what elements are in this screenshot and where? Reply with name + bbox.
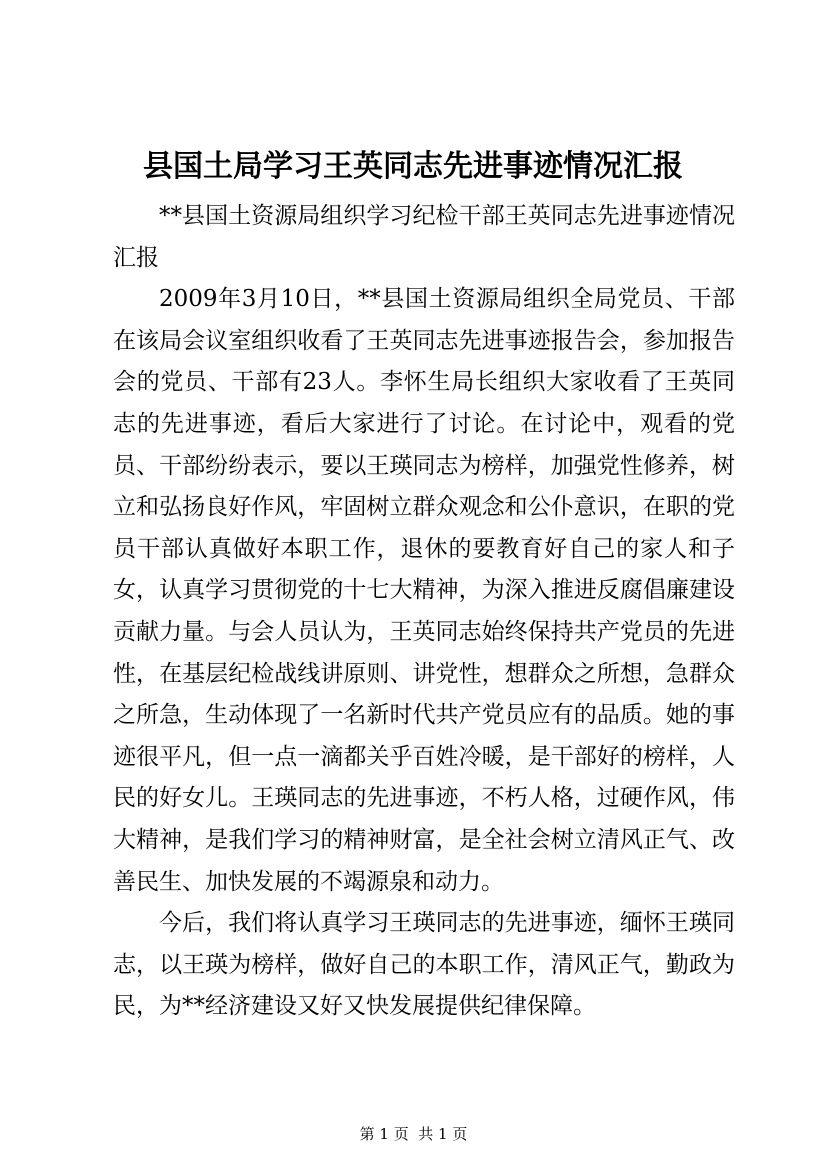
document-body <box>113 196 735 1028</box>
page-footer <box>0 1124 827 1144</box>
paragraph-conclusion: 今后，我们将认真学习王瑛同志的先进事迹，缅怀王瑛同志，以王瑛为榜样，做好自己的本职工作，清风正气，勤政为民，为**经济建设又好又快发展提供纪律保障。 <box>113 910 735 1020</box>
paragraph-subtitle: **县国土资源局组织学习纪检干部王英同志先进事迹情况汇报 <box>113 203 735 271</box>
document-title: 县国土局学习王英同志先进事迹情况汇报 <box>143 149 683 184</box>
paragraph-main: 2009年3月10日，**县国土资源局组织全局党员、干部在该局会议室组织收看了王英同志先进事迹报告会，参加报告会的党员、干部有23人。李怀生局长组织大家收看了王英同志的先进事迹，看后大家进行了讨论。在讨论中，观看的党员、干部纷纷表示，要以王瑛同志为榜样，加强党性修养，树立和弘扬良好作风，牢固树立群众观念和公仆意识，在职的党员干部认真做好本职工作，退休的要教育好自己的家人和子女，认真学习贯彻党的十七大精神，为深入推进反腐倡廉建设贡献力量。与会人员认为，王英同志始终保持共产党员的先进性，在基层纪检战线讲原则、讲党性，想群众之所想，急群众之所急，生动体现了一名新时代共产党员应有的品质。她的事迹很平凡，但一点一滴都关乎百姓冷暖，是干部好的榜样，人民的好女儿。王瑛同志的先进事迹，不朽人格，过硬作风，伟大精神，是我们学习的精神财富，是全社会树立清风正气、改善民生、加快发展的不竭源泉和动力。 <box>113 286 735 895</box>
page-number: 第 1 页 共 1 页 <box>359 1125 468 1143</box>
